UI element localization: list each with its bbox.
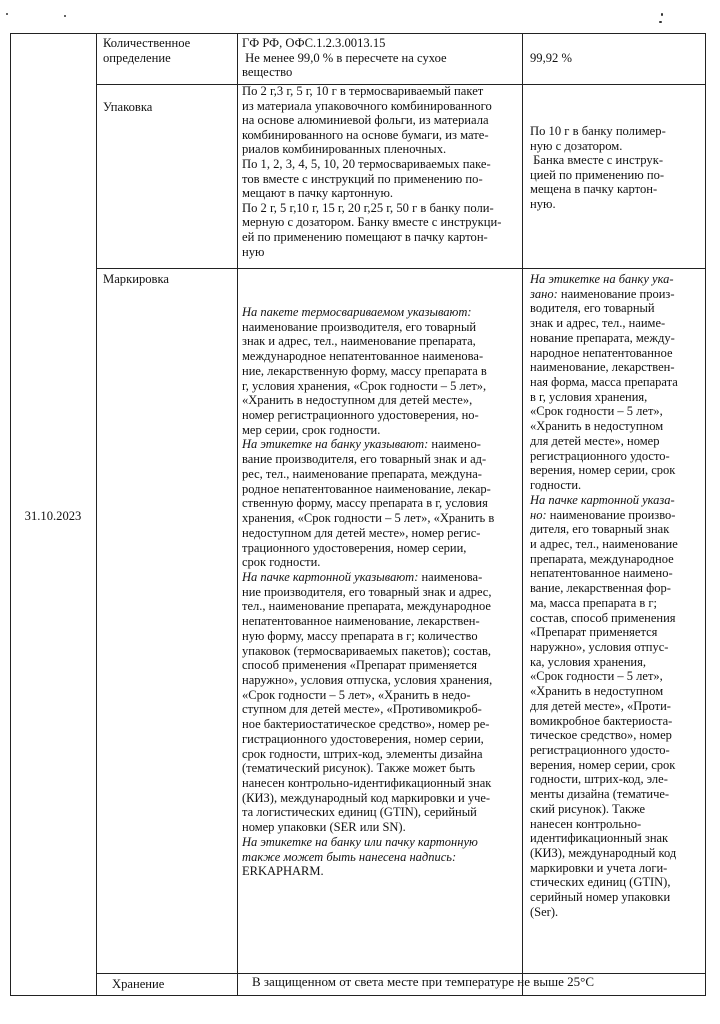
line-text: регистрационного удосто-	[530, 743, 670, 757]
text-line	[242, 334, 522, 349]
text-line	[530, 346, 704, 361]
text-line	[530, 669, 704, 684]
requirement-line: По 1, 2, 3, 4, 5, 10, 20 термосвариваемых паке-	[242, 156, 491, 171]
result-line: ную с дозатором.	[530, 138, 623, 153]
text-line	[242, 614, 522, 629]
text-line	[530, 772, 704, 787]
result-cell-packaging	[530, 124, 702, 212]
text-line	[242, 864, 522, 879]
scan-speck	[661, 13, 663, 16]
line-text: ма, масса препарата в г;	[530, 595, 658, 610]
requirement-line: По 2 г,3 г, 5 г, 10 г в термосвариваемый пакет	[242, 84, 484, 98]
line-text: состав, способ применения	[530, 610, 676, 625]
requirement-line: ГФ РФ, ОФС.1.2.3.0013.15	[242, 36, 386, 50]
text-line	[530, 905, 704, 920]
table-border-section	[237, 33, 238, 996]
text-line	[242, 585, 522, 600]
table-border-top	[10, 33, 706, 34]
section-line: определение	[103, 50, 171, 65]
text-line	[530, 301, 704, 316]
line-text: верения, номер серии, срок	[530, 463, 676, 478]
line-text: рес, тел., наименование препарата, междуна-	[242, 466, 482, 481]
italic-heading: На пачке картонной указывают:	[242, 569, 419, 584]
scan-speck	[659, 21, 662, 23]
line-text: (КИЗ), международный код	[530, 846, 677, 861]
line-text: препарата, международное	[530, 551, 674, 566]
line-text: нование препарата, между-	[530, 330, 675, 345]
text-line	[242, 791, 522, 806]
line-text: наименова-	[418, 569, 483, 584]
requirement-line: риалов комбинированных пленочных.	[242, 142, 447, 157]
text-line	[530, 478, 704, 493]
requirement-line: Не менее 99,0 % в пересчете на сухое	[242, 50, 447, 65]
text-line	[242, 467, 522, 482]
text-line	[530, 404, 704, 419]
line-text: номер регистрационного удостоверения, но-	[242, 408, 479, 423]
line-text: ственную форму, массу препарата в г, условия	[242, 496, 488, 511]
text-line	[530, 522, 704, 537]
section-cell-storage	[112, 977, 236, 992]
line-text: наружно», условия отпус-	[530, 639, 669, 654]
line-text: стических единиц (GTIN),	[530, 875, 671, 890]
section-line: Хранение	[112, 977, 165, 991]
text-line	[530, 316, 704, 331]
line-text: хранения, «Срок годности – 5 лет», «Хранить в	[242, 511, 495, 526]
text-line	[530, 611, 704, 626]
text-line	[530, 875, 704, 890]
date-cell	[10, 509, 96, 524]
line-text: идентификационный знак	[530, 831, 669, 846]
italic-heading: На этикетке на банку или пачку картонную	[242, 834, 478, 849]
text-line	[242, 511, 522, 526]
text-line	[242, 452, 522, 467]
line-text: знак и адрес, тел., наименование препарата,	[242, 334, 476, 349]
line-text: менты дизайна (тематиче-	[530, 787, 670, 802]
text-line	[242, 732, 522, 747]
text-line	[242, 393, 522, 408]
line-text: тическое средство», номер	[530, 728, 672, 743]
text-line	[242, 688, 522, 703]
text-line	[242, 526, 522, 541]
text-line	[530, 714, 704, 729]
text-line	[242, 673, 522, 688]
line-text: родное непатентованное наименование, лекар-	[242, 481, 491, 496]
line-text: серийный номер упаковки	[530, 890, 671, 905]
line-text: нанесен контрольно-	[530, 816, 642, 831]
line-text: «Хранить в недоступном для детей месте»,	[242, 393, 473, 408]
text-line	[242, 835, 522, 850]
section-line: Маркировка	[103, 272, 170, 286]
text-line	[530, 655, 704, 670]
text-line	[242, 349, 522, 364]
line-text: международное непатентованное наименова-	[242, 349, 484, 364]
line-text: ERKAPHARM.	[242, 864, 324, 879]
table-border-requirement	[522, 33, 523, 996]
line-text: «Срок годности – 5 лет»,	[530, 404, 663, 419]
italic-heading: зано:	[530, 286, 558, 301]
line-text: вомикробное бактериоста-	[530, 713, 673, 728]
text-line	[530, 640, 704, 655]
line-text: вание производителя, его товарный знак и ад-	[242, 452, 487, 467]
text-line	[530, 331, 704, 346]
text-line	[242, 658, 522, 673]
text-line	[242, 599, 522, 614]
line-text: регистрационного удосто-	[530, 448, 670, 463]
text-line	[242, 437, 522, 452]
result-line: По 10 г в банку полимер-	[530, 124, 666, 138]
requirement-line: вещество	[242, 65, 293, 80]
text-line	[242, 761, 522, 776]
line-text: водителя, его товарный	[530, 301, 655, 316]
line-text: маркировки и учета логи-	[530, 860, 668, 875]
text-line	[530, 787, 704, 802]
table-border-right	[705, 33, 706, 996]
line-text: ка, условия хранения,	[530, 654, 646, 669]
text-line	[242, 570, 522, 585]
text-line	[242, 629, 522, 644]
text-line	[242, 820, 522, 835]
line-text: та логистических единиц (GTIN), серийный	[242, 805, 477, 820]
line-text: ная форма, масса препарата	[530, 375, 678, 390]
text-line	[530, 758, 704, 773]
result-line: цией по применению по-	[530, 167, 665, 182]
text-line	[242, 305, 522, 320]
text-line	[530, 537, 704, 552]
line-text: и адрес, тел., наименование	[530, 536, 678, 551]
line-text: трационного удостоверения, номер серии,	[242, 540, 467, 555]
requirement-line: мерную с дозатором. Банку вместе с инструкци-	[242, 215, 502, 230]
line-text: срок годности.	[242, 555, 321, 570]
requirement-line: на основе алюминиевой фольги, из материала	[242, 113, 489, 128]
line-text: «Срок годности – 5 лет»,	[530, 669, 663, 684]
line-text: вание, лекарственная фор-	[530, 581, 671, 596]
section-cell-packaging	[103, 100, 235, 115]
line-text: (тематический рисунок). Также может быть	[242, 761, 476, 776]
line-text: народное непатентованное	[530, 345, 673, 360]
line-text: ную форму, массу препарата в г; количество	[242, 628, 478, 643]
line-text: годности, штрих-код, эле-	[530, 772, 668, 787]
result-line: 99,92 %	[530, 51, 572, 65]
table-border-date	[96, 33, 97, 996]
line-text: гистрационного удостоверения, номер серии,	[242, 731, 484, 746]
line-text: упаковок (термосвариваемых пакетов); состав,	[242, 643, 492, 658]
text-line	[530, 699, 704, 714]
text-line	[530, 463, 704, 478]
requirement-line: По 2 г, 5 г,10 г, 15 г, 20 г,25 г, 50 г в банку поли-	[242, 200, 494, 215]
line-text: наименование, лекарствен-	[530, 360, 675, 375]
line-text: срок годности, штрих-код, элементы дизайна	[242, 746, 483, 761]
line-text: недоступном для детей месте», номер регис-	[242, 525, 481, 540]
text-line	[530, 272, 704, 287]
line-text: знак и адрес, тел., наиме-	[530, 316, 666, 331]
line-text: наименование производителя, его товарный	[242, 319, 477, 334]
text-line	[242, 776, 522, 791]
requirement-line: ную	[242, 244, 265, 259]
text-line	[530, 581, 704, 596]
text-line	[242, 408, 522, 423]
text-line	[530, 360, 704, 375]
text-line	[242, 805, 522, 820]
text-line	[242, 702, 522, 717]
requirement-line: ей по применению помещают в пачку картон-	[242, 229, 488, 244]
result-cell-labeling	[530, 272, 704, 920]
line-text: наименование произво-	[546, 507, 676, 522]
line-text: наименование произ-	[557, 286, 675, 301]
text-line	[242, 644, 522, 659]
scan-speck	[64, 15, 66, 17]
line-text: ние, лекарственную форму, массу препарата в	[242, 363, 487, 378]
requirement-line: мещают в пачку картонную.	[242, 186, 393, 201]
line-text: способ применения «Препарат применяется	[242, 658, 478, 673]
line-text: дителя, его товарный знак	[530, 522, 670, 537]
text-line	[530, 493, 704, 508]
text-line	[242, 541, 522, 556]
line-text: нанесен контрольно-идентификационный знак	[242, 776, 492, 790]
line-text: (КИЗ), международный код маркировки и уче-	[242, 790, 491, 805]
requirement-line: комбинированного на основе бумаги, из мате-	[242, 127, 489, 142]
section-line: Упаковка	[103, 100, 153, 114]
row-divider-2	[96, 268, 706, 269]
text-line	[242, 364, 522, 379]
text-line	[242, 423, 522, 438]
line-text: ние производителя, его товарный знак и адрес,	[242, 584, 492, 599]
result-cell-quantitative	[530, 51, 702, 66]
line-text: «Хранить в недоступном	[530, 684, 664, 699]
line-text: ступном для детей месте», «Противомикроб-	[242, 702, 482, 717]
line-text: непатентованное наименование, лекарствен-	[242, 614, 480, 629]
line-text: наружно», условия отпуска, условия хранения,	[242, 672, 493, 687]
text-line	[242, 747, 522, 762]
italic-heading: На этикетке на банку ука-	[530, 272, 674, 286]
italic-heading: также может быть нанесена надпись:	[242, 849, 457, 864]
text-line	[530, 449, 704, 464]
text-line	[530, 434, 704, 449]
result-line: Банка вместе с инструк-	[530, 153, 664, 168]
table-border-bottom	[10, 995, 706, 996]
line-text: ский рисунок). Также	[530, 801, 646, 816]
section-cell-labeling	[103, 272, 235, 287]
date-value: 31.10.2023	[24, 509, 82, 523]
text-line	[242, 850, 522, 865]
text-line	[530, 419, 704, 434]
result-line: мещена в пачку картон-	[530, 182, 658, 197]
text-line	[242, 482, 522, 497]
text-line	[242, 320, 522, 335]
line-text: верения, номер серии, срок	[530, 757, 676, 772]
text-line	[530, 566, 704, 581]
line-text: для детей месте», «Проти-	[530, 698, 671, 713]
text-line	[530, 743, 704, 758]
text-line	[530, 817, 704, 832]
requirement-cell-quantitative	[242, 36, 520, 80]
scan-speck	[6, 13, 8, 15]
line-text: номер упаковки (SER или SN).	[242, 820, 406, 835]
text-line	[530, 831, 704, 846]
text-line	[242, 717, 522, 732]
text-line	[530, 390, 704, 405]
text-line	[530, 861, 704, 876]
requirement-cell-labeling	[242, 305, 522, 879]
line-text: мер серии, срок годности.	[242, 422, 381, 437]
italic-heading: На этикетке на банку указывают:	[242, 437, 429, 452]
text-line	[530, 802, 704, 817]
text-line	[530, 728, 704, 743]
line-text: непатентованное наимено-	[530, 566, 673, 581]
text-line	[530, 287, 704, 302]
text-line	[242, 379, 522, 394]
text-line	[530, 508, 704, 523]
line-text: г, условия хранения, «Срок годности – 5 лет»,	[242, 378, 487, 393]
italic-heading: но:	[530, 507, 547, 522]
text-line	[530, 625, 704, 640]
line-text: «Срок годности – 5 лет», «Хранить в недо-	[242, 687, 471, 702]
text-line	[530, 846, 704, 861]
text-line	[530, 552, 704, 567]
line-text: тел., наименование препарата, международное	[242, 599, 491, 614]
line-text: для детей месте», номер	[530, 433, 660, 448]
text-line	[242, 496, 522, 511]
line-text: годности.	[530, 478, 582, 493]
line-text: «Хранить в недоступном	[530, 419, 664, 434]
line-text: в г, условия хранения,	[530, 389, 648, 404]
line-text: наимено-	[428, 437, 481, 452]
requirement-line: тов вместе с инструкций по применению по-	[242, 171, 483, 186]
line-text: ное бактериостатическое средство», номер ре-	[242, 717, 490, 732]
section-cell-quantitative	[103, 36, 235, 65]
requirement-line: В защищенном от света месте при температуре не выше 25°С	[252, 974, 595, 989]
italic-heading: На пачке картонной указа-	[530, 492, 675, 507]
text-line	[530, 375, 704, 390]
section-line: Количественное	[103, 36, 191, 50]
text-line	[530, 596, 704, 611]
requirement-line: из материала упаковочного комбинированного	[242, 98, 492, 113]
requirement-cell-storage	[252, 975, 702, 990]
requirement-cell-packaging	[242, 84, 520, 259]
text-line	[530, 684, 704, 699]
line-text: (Ser).	[530, 904, 559, 919]
text-line	[242, 555, 522, 570]
text-line	[530, 890, 704, 905]
italic-heading: На пакете термосвариваемом указывают:	[242, 305, 472, 319]
line-text: «Препарат применяется	[530, 625, 658, 640]
result-line: ную.	[530, 196, 556, 211]
